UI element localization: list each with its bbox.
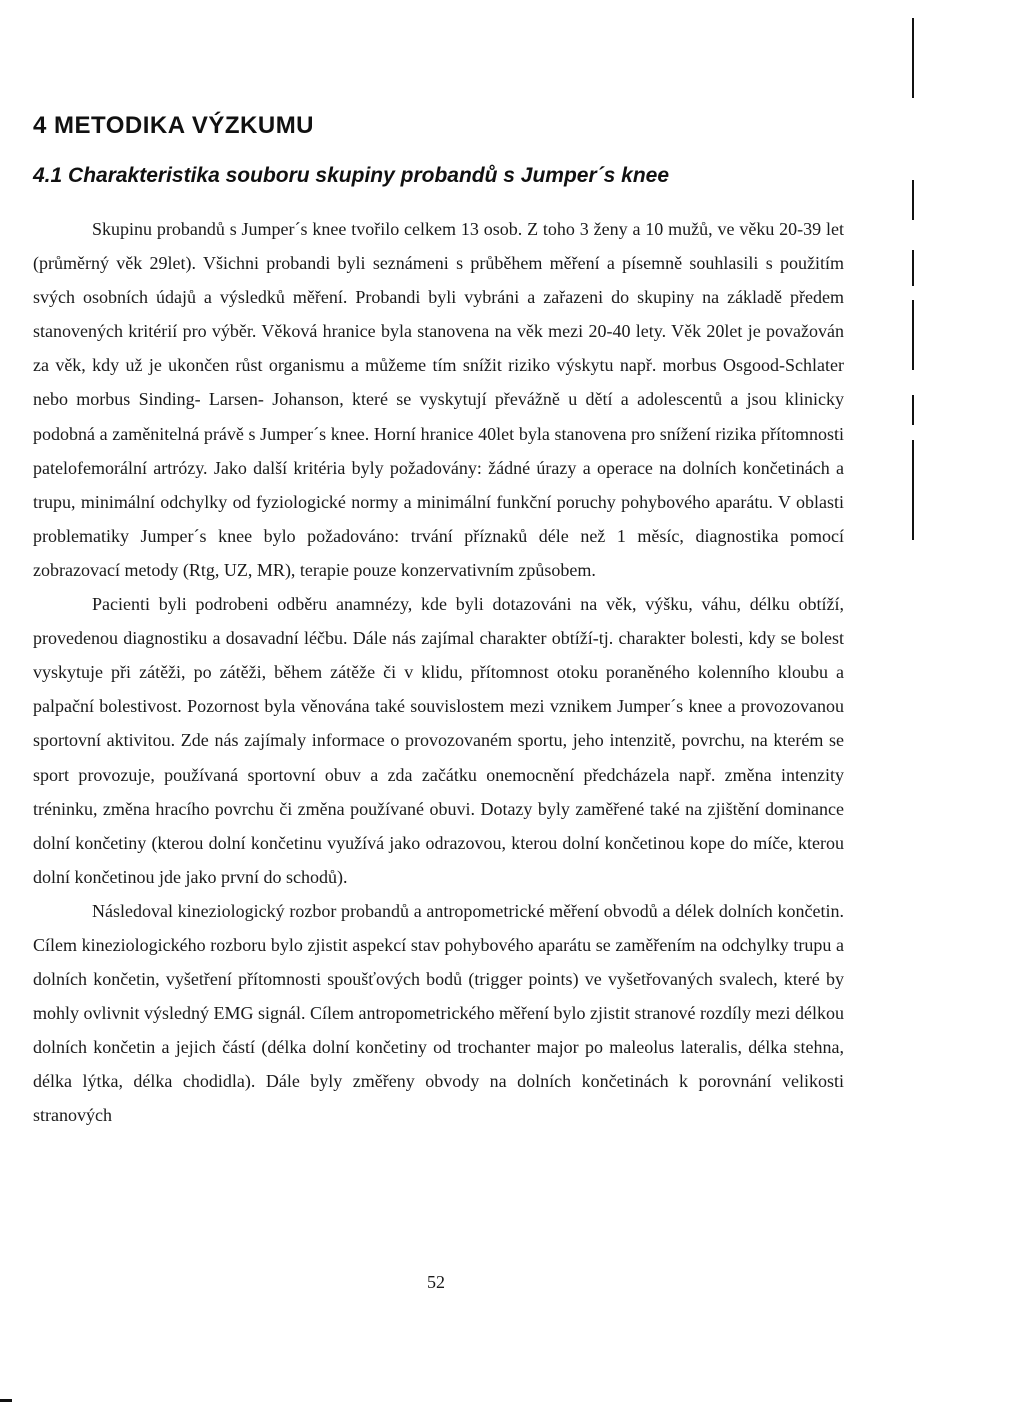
- scan-edge-line: [912, 395, 914, 425]
- paragraph: Pacienti byli podrobeni odběru anamnézy, kde byli dotazováni na věk, výšku, váhu, délku obtíží, provedenou diagnostiku a dosavadní léčbu. Dále nás zajímal charakter obtíží-tj. charakter bolesti, kdy se bolest vyskytuje při zátěži, po zátěži, během zátěže či v klidu, přítomnost otoku poraněného kolenního kloubu a palpační bolestivost. Pozornost byla věnována také souvislostem mezi vznikem Jumper´s knee a provozovanou sportovní aktivitou. Zde nás zajímaly informace o provozovaném sportu, jeho intenzitě, povrchu, na kterém se sport provozuje, používaná sportovní obuv a zda začátku onemocnění předcházela např. změna intenzity tréninku, změna hracího povrchu či změna používané obuvi. Dotazy byly zaměřené také na zjištění dominance dolní končetiny (kterou dolní končetinu využívá jako odrazovou, kterou dolní končetinou kope do míče, kterou dolní končetinou jde jako první do schodů).: [33, 594, 844, 887]
- page-number: 52: [427, 1272, 445, 1292]
- scan-edge-line: [912, 440, 914, 540]
- scan-edge-line: [912, 180, 914, 220]
- scan-edge-line: [912, 18, 914, 98]
- body-text: [33, 212, 844, 1133]
- scan-edge-line: [912, 250, 914, 286]
- scan-corner-mark: [0, 1399, 12, 1402]
- scan-edge-line: [912, 300, 914, 370]
- paragraph: Následoval kineziologický rozbor probandů a antropometrické měření obvodů a délek dolních končetin. Cílem kineziologického rozboru bylo zjistit aspekcí stav pohybového aparátu se zaměřením na odchylky trupu a dolních končetin, vyšetření přítomnosti spoušťových bodů (trigger points) ve vyšetřovaných svalech, které by mohly ovlivnit výsledný EMG signál. Cílem antropometrického měření bylo zjistit stranové rozdíly mezi délkou dolních končetin a jejich částí (délka dolní končetiny od trochanter major po maleolus lateralis, délka stehna, délka lýtka, délka chodidla). Dále byly změřeny obvody na dolních končetinách k porovnání velikosti stranových: [33, 900, 844, 1126]
- section-title: 4.1 Charakteristika souboru skupiny probandů s Jumper´s knee: [33, 164, 670, 187]
- paragraph: Skupinu probandů s Jumper´s knee tvořilo celkem 13 osob. Z toho 3 ženy a 10 mužů, ve věku 20-39 let (průměrný věk 29let). Všichni probandi byli seznámeni s průběhem měření a písemně souhlasili s použitím svých osobních údajů a výsledků měření. Probandi byli vybráni a zařazeni do skupiny na základě předem stanovených kritérií pro výběr. Věková hranice byla stanovena na věk mezi 20-40 lety. Věk 20let je považován za věk, kdy už je ukončen růst organismu a můžeme tím snížit riziko výskytu např. morbus Osgood-Schlater nebo morbus Sinding- Larsen- Johanson, které se vyskytují převážně u dětí a adolescentů a jsou klinicky podobná a zaměnitelná právě s Jumper´s knee. Horní hranice 40let byla stanovena pro snížení rizika přítomnosti patelofemorální artrózy. Jako další kritéria byly požadovány: žádné úrazy a operace na dolních končetinách a trupu, minimální odchylky od fyziologické normy a minimální funkční poruchy pohybového aparátu. V oblasti problematiky Jumper´s knee bylo požadováno: trvání příznaků déle než 1 měsíc, diagnostika pomocí zobrazovací metody (Rtg, UZ, MR), terapie pouze konzervativním způsobem.: [33, 219, 844, 580]
- chapter-title: 4 METODIKA VÝZKUMU: [33, 112, 315, 139]
